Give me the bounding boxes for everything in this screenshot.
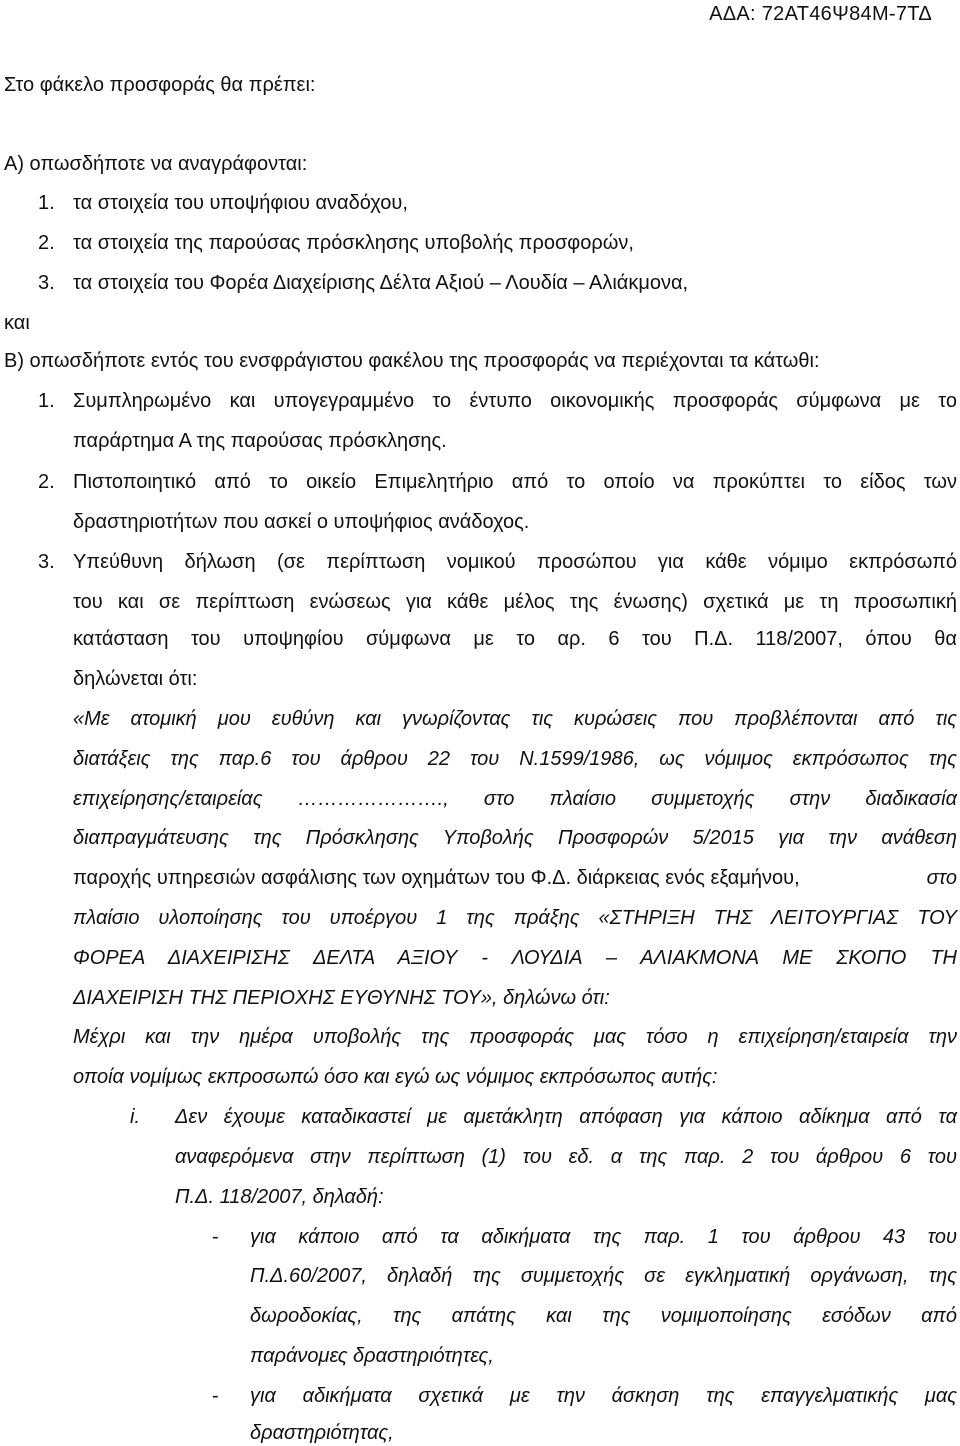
- declaration-line: κατάσταση του υποψηφίου σύμφωνα με το αρ. 6 του Π.Δ. 118/2007, όπου θα: [73, 628, 957, 650]
- intro-text: Στο φάκελο προσφοράς θα πρέπει:: [4, 74, 316, 96]
- declaration-quote-line: ΔΙΑΧΕΙΡΙΣΗ ΤΗΣ ΠΕΡΙΟΧΗΣ ΕΥΘΥΝΗΣ ΤΟΥ», δηλώνω ότι:: [73, 987, 610, 1009]
- conjunction-text: και: [4, 312, 30, 334]
- section-a-item-text: τα στοιχεία του υποψήφιου αναδόχου,: [73, 192, 408, 214]
- declaration-line: δηλώνεται ότι:: [73, 668, 198, 690]
- section-b-item-number: 2.: [38, 471, 55, 493]
- bullet-line: δραστηριότητας,: [250, 1422, 394, 1444]
- sub-item-line: Π.Δ. 118/2007, δηλαδή:: [175, 1186, 384, 1208]
- ada-code: ΑΔΑ: 72ΑΤ46Ψ84Μ-7ΤΔ: [709, 3, 932, 25]
- declaration-quote-line: επιχείρησης/εταιρείας …………………., στο πλαίσιο συμμετοχής στην διαδικασία: [73, 788, 957, 810]
- bullet-line: για κάποιο από τα αδικήματα της παρ. 1 του άρθρου 43 του: [250, 1226, 957, 1248]
- declaration-line: Υπεύθυνη δήλωση (σε περίπτωση νομικού προσώπου για κάθε νόμιμο εκπρόσωπό: [73, 551, 957, 573]
- section-b-item-line: δραστηριοτήτων που ασκεί ο υποψήφιος ανάδοχος.: [73, 511, 530, 533]
- declaration-quote-line: πλαίσιο υλοποίησης του υποέργου 1 της πράξης «ΣΤΗΡΙΞΗ ΤΗΣ ΛΕΙΤΟΥΡΓΙΑΣ ΤΟΥ: [73, 907, 957, 929]
- declaration-plain-line: [73, 866, 957, 890]
- section-a-item-number: 1.: [38, 192, 55, 214]
- declaration-quote-line: οποία νομίμως εκπροσωπώ όσο και εγώ ως νόμιμος εκπρόσωπος αυτής:: [73, 1066, 718, 1088]
- section-a-item-text: τα στοιχεία του Φορέα Διαχείρισης Δέλτα Αξιού – Λουδία – Αλιάκμονα,: [73, 272, 689, 294]
- section-b-item-line: Πιστοποιητικό από το οικείο Επιμελητήριο από το οποίο να προκύπτει το είδος των: [73, 471, 957, 493]
- section-a-item-number: 3.: [38, 272, 55, 294]
- declaration-quote-line: διατάξεις της παρ.6 του άρθρου 22 του Ν.1599/1986, ως νόμιμος εκπρόσωπος της: [73, 748, 957, 770]
- section-a-heading: Α) οπωσδήποτε να αναγράφονται:: [4, 153, 308, 175]
- bullet-line: Π.Δ.60/2007, δηλαδή της συμμετοχής σε εγκληματική οργάνωση, της: [250, 1265, 957, 1287]
- declaration-plain-text: παροχής υπηρεσιών ασφάλισης των οχημάτων του Φ.Δ. διάρκειας ενός εξαμήνου,: [73, 867, 800, 889]
- sub-item-line: Δεν έχουμε καταδικαστεί με αμετάκλητη απόφαση για κάποιο αδίκημα από τα: [175, 1106, 957, 1128]
- bullet-line: δωροδοκίας, της απάτης και της νομιμοποίησης εσόδων από: [250, 1305, 957, 1327]
- sub-item-line: αναφερόμενα στην περίπτωση (1) του εδ. α της παρ. 2 του άρθρου 6 του: [175, 1146, 957, 1168]
- section-b-item-line: παράρτημα Α της παρούσας πρόσκλησης.: [73, 430, 447, 452]
- declaration-quote-line: «Με ατομική μου ευθύνη και γνωρίζοντας τις κυρώσεις που προβλέπονται από τις: [73, 708, 957, 730]
- section-b-item-number: 1.: [38, 390, 55, 412]
- declaration-quote-line: ΦΟΡΕΑ ΔΙΑΧΕΙΡΙΣΗΣ ΔΕΛΤΑ ΑΞΙΟΥ - ΛΟΥΔΙΑ – ΑΛΙΑΚΜΟΝΑ ΜΕ ΣΚΟΠΟ ΤΗ: [73, 947, 957, 969]
- section-a-item-number: 2.: [38, 232, 55, 254]
- section-b-item-line: Συμπληρωμένο και υπογεγραμμένο το έντυπο οικονομικής προσφοράς σύμφωνα με το: [73, 390, 957, 412]
- declaration-quote-line: διαπραγμάτευσης της Πρόσκλησης Υποβολής Προσφορών 5/2015 για την ανάθεση: [73, 827, 957, 849]
- declaration-quote-line: Μέχρι και την ημέρα υποβολής της προσφοράς μας τόσο η επιχείρηση/εταιρεία την: [73, 1026, 957, 1048]
- sub-item-number: i.: [130, 1106, 140, 1128]
- bullet-line: για αδικήματα σχετικά με την άσκηση της επαγγελματικής μας: [250, 1385, 957, 1407]
- bullet-dash: -: [212, 1226, 219, 1248]
- declaration-line: του και σε περίπτωση ενώσεως για κάθε μέλος της ένωσης) σχετικά με τη προσωπική: [73, 591, 957, 613]
- section-a-item-text: τα στοιχεία της παρούσας πρόσκλησης υποβολής προσφορών,: [73, 232, 634, 254]
- section-b-heading: Β) οπωσδήποτε εντός του ενσφράγιστου φακέλου της προσφοράς να περιέχονται τα κάτωθι:: [4, 350, 820, 372]
- section-b-item-number: 3.: [38, 551, 55, 573]
- bullet-dash: -: [212, 1385, 219, 1407]
- bullet-line: παράνομες δραστηριότητες,: [250, 1345, 494, 1367]
- declaration-plain-italic: στο: [926, 867, 957, 889]
